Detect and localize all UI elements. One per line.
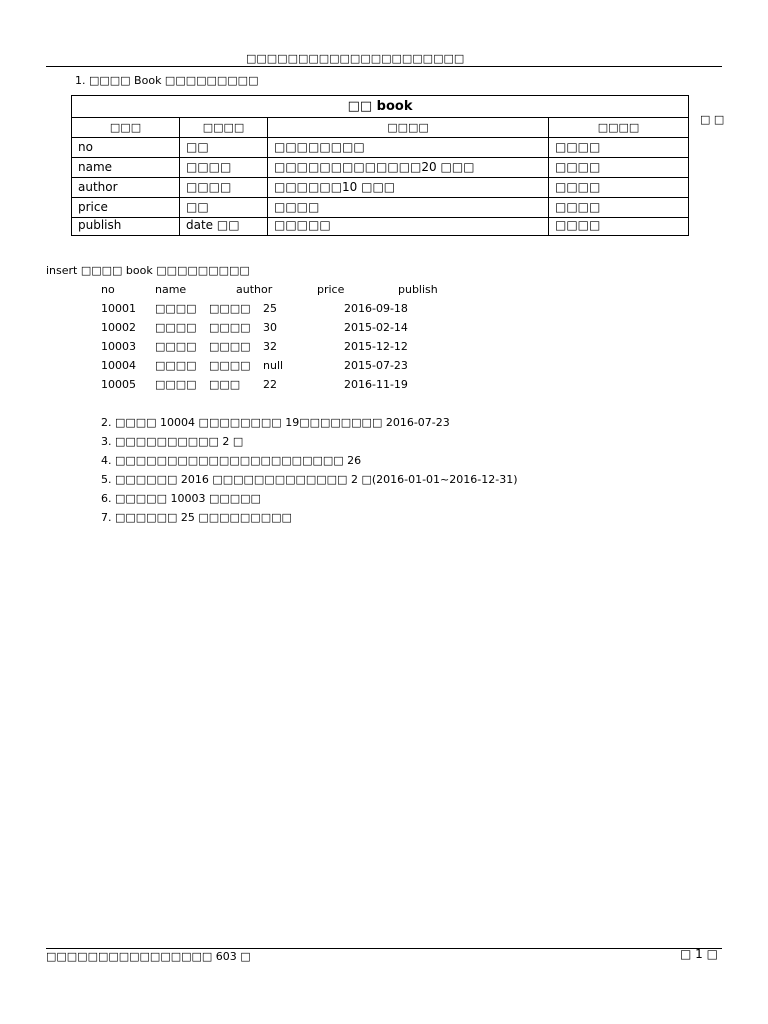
schema-cell: □□□□ [549,138,689,158]
data-cell: □□□□ [209,321,251,334]
schema-col-header: □□□□ [180,118,268,138]
data-cell: 2016-09-18 [344,302,408,315]
data-cell: 2015-02-14 [344,321,408,334]
data-cell: □□□□ [155,340,197,353]
question-3: 3. □□□□□□□□□□ 2 □ [101,435,244,448]
schema-col-header: □□□□ [549,118,689,138]
data-cell: 10003 [101,340,136,353]
data-cell: 10002 [101,321,136,334]
schema-cell: □□□□□□10 □□□ [268,178,549,198]
question-4: 4. □□□□□□□□□□□□□□□□□□□□□□ 26 [101,454,362,467]
data-cell: □□□ [209,378,241,391]
schema-cell: □□□□ [549,178,689,198]
data-cell: 10001 [101,302,136,315]
data-cell: □□□□ [155,321,197,334]
question-7: 7. □□□□□□ 25 □□□□□□□□□ [101,511,292,524]
schema-cell: no [72,138,180,158]
schema-cell: □□ [180,138,268,158]
schema-table-caption: □□ book [72,96,689,118]
data-cell: □□□□ [155,359,197,372]
schema-cell: □□□□ [549,218,689,236]
data-cell: □□□□ [209,359,251,372]
data-cell: 10005 [101,378,136,391]
schema-cell: □□□□ [268,198,549,218]
data-cell: 2015-12-12 [344,340,408,353]
insert-instruction: insert □□□□ book □□□□□□□□□ [46,264,250,277]
schema-cell: □□□□□□□□□□□□□20 □□□ [268,158,549,178]
question-6: 6. □□□□□ 10003 □□□□□ [101,492,261,505]
data-col-header: no [101,283,115,296]
schema-col-header: □□□ [72,118,180,138]
data-cell: null [263,359,284,372]
data-cell: 10004 [101,359,136,372]
question-2: 2. □□□□ 10004 □□□□□□□□ 19□□□□□□□□ 2016-07-23 [101,416,450,429]
schema-cell: price [72,198,180,218]
data-cell: 25 [263,302,277,315]
footer-left-text: □□□□□□□□□□□□□□□□ 603 □ [46,950,251,963]
schema-cell: □□ [180,198,268,218]
header-rule [46,66,722,67]
schema-row [72,198,689,218]
data-col-header: author [236,283,273,296]
page-number: □ 1 □ [680,947,718,961]
data-col-header: name [155,283,187,296]
data-cell: □□□□ [209,302,251,315]
schema-row [72,138,689,158]
data-cell: 22 [263,378,277,391]
data-cell: 2016-11-19 [344,378,408,391]
data-cell: □□□□ [155,302,197,315]
data-cell: □□□□ [155,378,197,391]
schema-cell: name [72,158,180,178]
footer-rule [46,948,722,949]
data-cell: □□□□ [209,340,251,353]
schema-cell: □□□□ [180,178,268,198]
question-5: 5. □□□□□□ 2016 □□□□□□□□□□□□□ 2 □(2016-01-01~2016-12-31) [101,473,518,486]
schema-row [72,218,689,236]
schema-row [72,178,689,198]
schema-row [72,158,689,178]
data-cell: 2015-07-23 [344,359,408,372]
schema-cell: □□□□□ [268,218,549,236]
page-header-title: □□□□□□□□□□□□□□□□□□□□□ [246,52,465,65]
schema-cell: □□□□□□□□ [268,138,549,158]
schema-col-header: □□□□ [268,118,549,138]
schema-cell: □□□□ [180,158,268,178]
schema-cell: date □□ [180,218,268,236]
schema-cell: □□□□ [549,158,689,178]
data-cell: 30 [263,321,277,334]
question-1: 1. □□□□ Book □□□□□□□□□ [75,74,259,87]
schema-cell: author [72,178,180,198]
data-col-header: price [317,283,345,296]
data-col-header: publish [398,283,438,296]
schema-cell: publish [72,218,180,236]
schema-table [71,95,689,236]
data-cell: 32 [263,340,277,353]
schema-cell: □□□□ [549,198,689,218]
side-note: □ □ [700,113,725,126]
